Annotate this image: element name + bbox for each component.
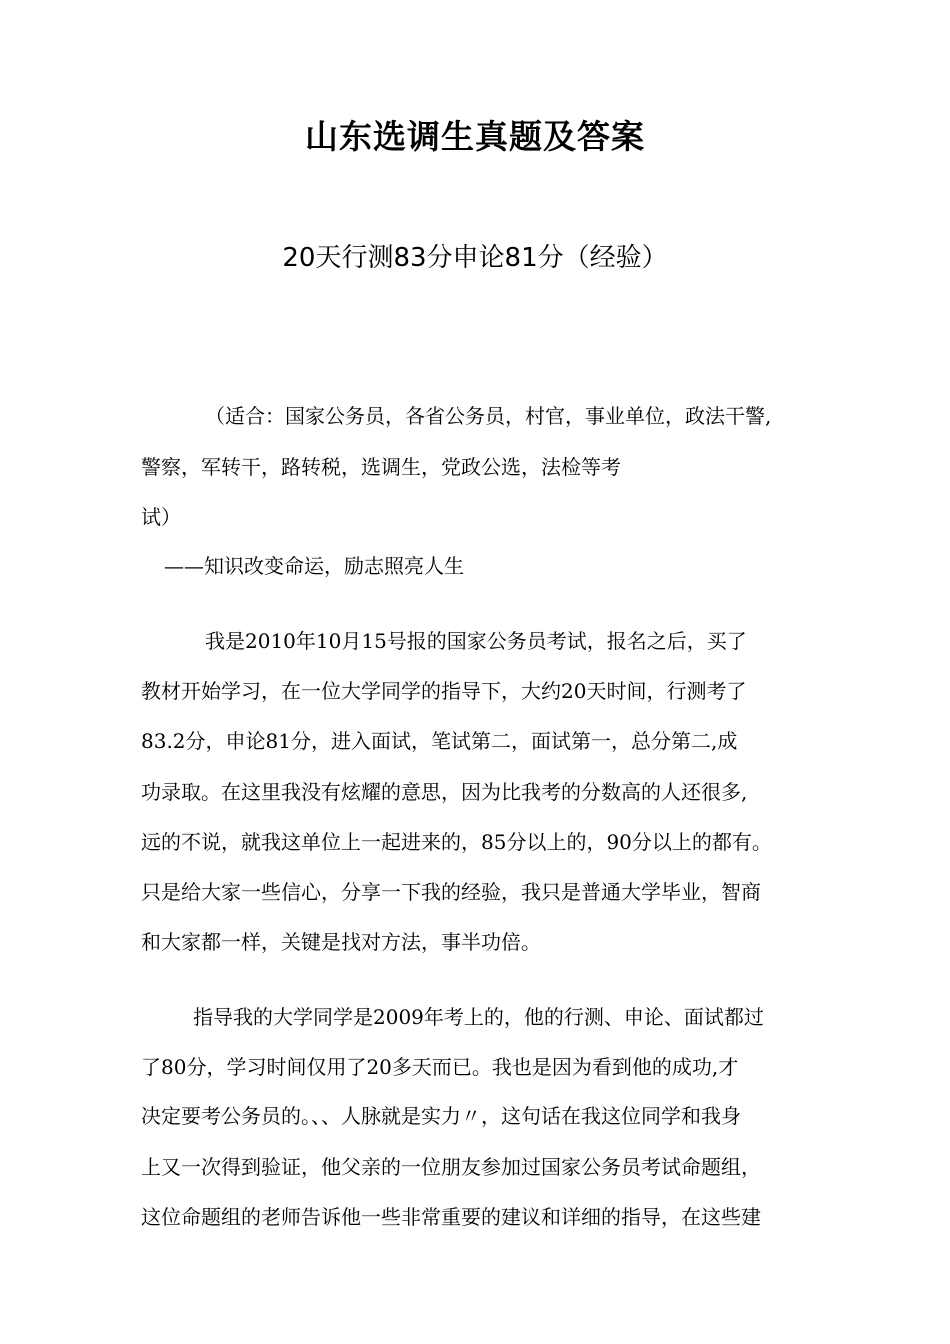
intro-line: （适合：国家公务员，各省公务员，村官，事业单位，政法干警, xyxy=(205,404,772,428)
paragraph-line: 上又一次得到验证，他父亲的一位朋友参加过国家公务员考试命题组， xyxy=(141,1155,761,1179)
intro-line: 警察，军转干，路转税，选调生，党政公选，法检等考 xyxy=(141,455,621,479)
paragraph-line: 功录取。在这里我没有炫耀的意思，因为比我考的分数高的人还很多, xyxy=(141,780,748,804)
document-title: 山东选调生真题及答案 xyxy=(305,117,645,156)
intro-line: 试） xyxy=(141,505,181,529)
paragraph-line: 了80分，学习时间仅用了20多天而已。我也是因为看到他的成功,才 xyxy=(141,1055,739,1079)
motto-line: ——知识改变命运，励志照亮人生 xyxy=(164,554,464,578)
paragraph-line: 教材开始学习，在一位大学同学的指导下，大约20天时间，行测考了 xyxy=(141,679,747,703)
paragraph-line: 83.2分，申论81分，进入面试，笔试第二，面试第一，总分第二,成 xyxy=(141,729,738,753)
paragraph-line: 我是2010年10月15号报的国家公务员考试，报名之后，买了 xyxy=(205,629,747,653)
paragraph-line: 和大家都一样，关键是找对方法，事半功倍。 xyxy=(141,930,541,954)
paragraph-line: 决定要考公务员的。、、人脉就是实力〃，这句话在我这位同学和我身 xyxy=(141,1104,741,1128)
paragraph-line: 只是给大家一些信心，分享一下我的经验，我只是普通大学毕业，智商 xyxy=(141,880,761,904)
document-subtitle: 20天行测83分申论81分（经验） xyxy=(282,243,668,273)
paragraph-line: 这位命题组的老师告诉他一些非常重要的建议和详细的指导，在这些建 xyxy=(141,1205,761,1229)
paragraph-line: 远的不说，就我这单位上一起进来的，85分以上的，90分以上的都有。 xyxy=(141,830,772,854)
paragraph-line: 指导我的大学同学是2009年考上的，他的行测、申论、面试都过 xyxy=(193,1005,764,1029)
